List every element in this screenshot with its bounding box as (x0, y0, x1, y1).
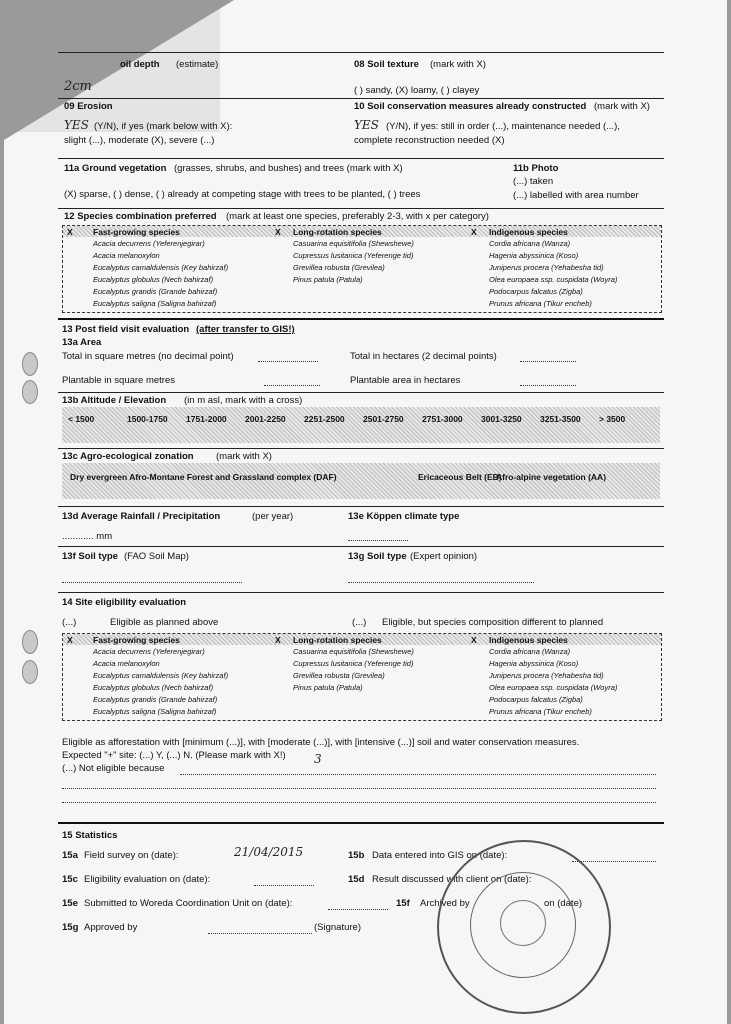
rainfall-unit[interactable]: ............ mm (62, 531, 113, 542)
x-mark: X (275, 227, 281, 237)
soil-depth-note: (estimate) (176, 59, 219, 70)
species-fast-item[interactable]: Eucalyptus globulus (Nech bahirzaf) (93, 683, 214, 692)
conservation-line1: (Y/N), if yes: still in order (...), maintenance needed (...), (386, 121, 620, 132)
not-eligible-blank[interactable] (180, 773, 656, 775)
altitude-range-option[interactable]: 3251-3500 (540, 414, 581, 424)
row-14 (58, 592, 664, 817)
erosion-title: 09 Erosion (64, 101, 113, 112)
aez-eb[interactable]: Ericaceous Belt (EB) (418, 472, 502, 482)
expert-soil-note: (Expert opinion) (410, 551, 478, 562)
eligibility-title: 14 Site eligibility evaluation (62, 597, 187, 608)
eligibility-opt1-label: Eligible as planned above (110, 617, 219, 628)
row-13c (58, 448, 664, 505)
x-mark: X (67, 227, 73, 237)
photo-opt1: (...) taken (513, 176, 554, 187)
row-13d (58, 506, 664, 547)
eligibility-hand: 3 (314, 752, 322, 766)
stat-d-label: 15d (348, 874, 365, 885)
species-fast-item[interactable]: Eucalyptus grandis (Grande bahirzaf) (93, 287, 218, 296)
area-pha: Plantable area in hectares (350, 375, 461, 386)
species-ind-item[interactable]: Olea europaea ssp. cuspidata (Woyra) (489, 275, 618, 284)
species-ind-item[interactable]: Juniperus procera (Yehabesha tid) (489, 671, 604, 680)
punch-hole (22, 630, 38, 654)
species-long-item[interactable]: Casuarina equisitifolia (Shewshewe) (293, 647, 414, 656)
species-fast-item[interactable]: Eucalyptus saligna (Saligna bahirzaf) (93, 299, 217, 308)
long-header: Long-rotation species (293, 635, 382, 645)
stat-b: Data entered into GIS on (date): (372, 850, 508, 861)
stat-e: Submitted to Woreda Coordination Unit on (date): (84, 898, 293, 909)
x-mark: X (471, 227, 477, 237)
koppen-title: 13e Köppen climate type (348, 511, 460, 522)
stat-g-blank[interactable] (208, 932, 312, 934)
koppen-blank[interactable] (348, 539, 408, 541)
aez-note: (mark with X) (216, 451, 272, 462)
row-vegetation (58, 158, 664, 209)
statistics-title: 15 Statistics (62, 830, 118, 841)
stat-c-blank[interactable] (254, 884, 314, 886)
ind-header: Indigenous species (489, 227, 568, 237)
not-eligible-blank[interactable] (62, 787, 656, 789)
stat-b-blank[interactable] (572, 860, 656, 862)
species-long-item[interactable]: Cupressus lusitanica (Yeferenge tid) (293, 659, 414, 668)
aez-aa[interactable]: Afro-alpine vegetation (AA) (496, 472, 607, 482)
soil-depth-value: 2cm (64, 79, 92, 94)
species-fast-item[interactable]: Eucalyptus camaldulensis (Key bahirzaf) (93, 671, 229, 680)
species-fast-item[interactable]: Acacia melanoxylon (93, 251, 160, 260)
species-ind-item[interactable]: Prunus africana (Tikur encheb) (489, 299, 592, 308)
eligibility-line2: Expected "+" site: (...) Y, (...) N. (Please mark with X!) (62, 750, 286, 761)
aez-daf[interactable]: Dry evergreen Afro-Montane Forest and Grassland complex (DAF) (70, 472, 337, 482)
stat-a-label: 15a (62, 850, 78, 861)
conservation-hand: YES (354, 118, 379, 132)
species-ind-item[interactable]: Hagenia abyssinica (Koso) (489, 251, 579, 260)
altitude-range-option[interactable]: > 3500 (599, 414, 626, 424)
species-ind-item[interactable]: Juniperus procera (Yehabesha tid) (489, 263, 604, 272)
species-ind-item[interactable]: Hagenia abyssinica (Koso) (489, 659, 579, 668)
stat-c: Eligibility evaluation on (date): (84, 874, 211, 885)
altitude-range-option[interactable]: 2751-3000 (422, 414, 463, 424)
expert-soil-title: 13g Soil type (348, 551, 407, 562)
stat-e-blank[interactable] (328, 908, 388, 910)
stat-b-label: 15b (348, 850, 365, 861)
species-ind-item[interactable]: Prunus africana (Tikur encheb) (489, 707, 592, 716)
fast-header: Fast-growing species (93, 227, 180, 237)
eligibility-opt2[interactable]: (...) (352, 617, 367, 628)
species-ind-item[interactable]: Cordia africana (Wanza) (489, 647, 571, 656)
aez-title: 13c Agro-ecological zonation (62, 451, 194, 462)
species-long-item[interactable]: Grevillea robusta (Grevilea) (293, 263, 385, 272)
species-fast-item[interactable]: Eucalyptus globulus (Nech bahirzaf) (93, 275, 214, 284)
species-long-item[interactable]: Casuarina equisitifolia (Shewshewe) (293, 239, 414, 248)
species-long-item[interactable]: Pinus patula (Patula) (293, 683, 363, 692)
soil-texture-title: 08 Soil texture (354, 59, 419, 70)
altitude-range-option[interactable]: 2001-2250 (245, 414, 286, 424)
area-ha: Total in hectares (2 decimal points) (350, 351, 497, 362)
altitude-range-option[interactable]: 1751-2000 (186, 414, 227, 424)
species-ind-item[interactable]: Podocarpus falcatus (Zigba) (489, 287, 583, 296)
stat-g-label: 15g (62, 922, 79, 933)
erosion-line2: slight (...), moderate (X), severe (...) (64, 135, 215, 146)
stat-g2: (Signature) (314, 922, 361, 933)
expert-soil-blank[interactable] (348, 581, 534, 583)
conservation-title: 10 Soil conservation measures already constructed (354, 101, 587, 112)
photo-title: 11b Photo (513, 163, 559, 174)
vegetation-title: 11a Ground vegetation (64, 163, 167, 174)
species-long-item[interactable]: Grevillea robusta (Grevilea) (293, 671, 385, 680)
punch-hole (22, 352, 38, 376)
photo-opt2: (...) labelled with area number (513, 190, 639, 201)
area-psqm-blank[interactable] (264, 384, 320, 386)
eligibility-line1: Eligible as afforestation with [minimum (...)], with [moderate (...)], with [intensive (...)] soil and water conservation measures. (62, 737, 580, 748)
altitude-range-option[interactable]: 3001-3250 (481, 414, 522, 424)
eligibility-opt2-label: Eligible, but species composition different to planned (382, 617, 604, 628)
conservation-note: (mark with X) (594, 101, 650, 112)
species-long-item[interactable]: Cupressus lusitanica (Yeferenge tid) (293, 251, 414, 260)
soil-depth-title: oil depth (120, 59, 160, 70)
stat-g: Approved by (84, 922, 138, 933)
stat-d: Result discussed with client on (date): (372, 874, 532, 885)
rainfall-note: (per year) (252, 511, 294, 522)
punch-hole (22, 380, 38, 404)
area-psqm: Plantable in square metres (62, 375, 176, 386)
x-mark: X (275, 635, 281, 645)
soil-texture-note: (mark with X) (430, 59, 486, 70)
erosion-line1: (Y/N), if yes (mark below with X): (94, 121, 233, 132)
row-species (58, 208, 664, 317)
stat-e-label: 15e (62, 898, 78, 909)
row-13a (58, 318, 664, 390)
species-fast-item[interactable]: Eucalyptus grandis (Grande bahirzaf) (93, 695, 218, 704)
species-fast-item[interactable]: Eucalyptus camaldulensis (Key bahirzaf) (93, 263, 229, 272)
species-ind-item[interactable]: Cordia africana (Wanza) (489, 239, 571, 248)
stat-f: Archived by (420, 898, 470, 909)
stat-c-label: 15c (62, 874, 78, 885)
area-sqm: Total in square metres (no decimal point) (62, 351, 234, 362)
fao-soil-note: (FAO Soil Map) (124, 551, 189, 562)
area-title: 13a Area (62, 337, 102, 348)
species-title: 12 Species combination preferred (64, 211, 217, 222)
s13-title: 13 Post field visit evaluation (62, 324, 190, 335)
s13-sub: (after transfer to GIS!) (196, 324, 295, 335)
punch-hole (22, 660, 38, 684)
row-13f (58, 546, 664, 589)
rainfall-title: 13d Average Rainfall / Precipitation (62, 511, 221, 522)
stat-f2: on (date) (544, 898, 583, 909)
altitude-title: 13b Altitude / Elevation (62, 395, 167, 406)
erosion-hand: YES (64, 118, 89, 132)
altitude-range-option[interactable]: < 1500 (68, 414, 95, 424)
stat-a: Field survey on (date): (84, 850, 179, 861)
x-mark: X (471, 635, 477, 645)
vegetation-note: (grasses, shrubs, and bushes) and trees (mark with X) (174, 163, 403, 174)
row-erosion (58, 98, 664, 159)
altitude-range-option[interactable]: 2251-2500 (304, 414, 345, 424)
species-note: (mark at least one species, preferably 2-3, with x per category) (226, 211, 489, 222)
area-pha-blank[interactable] (520, 384, 576, 386)
stat-f-label: 15f (396, 898, 410, 909)
species-fast-item[interactable]: Acacia decurrens (Yeferenjegirar) (93, 239, 205, 248)
altitude-range-option[interactable]: 1500-1750 (127, 414, 168, 424)
altitude-note: (in m asl, mark with a cross) (184, 395, 303, 406)
not-eligible-blank[interactable] (62, 801, 656, 803)
eligibility-species-table (62, 633, 662, 721)
area-sqm-blank[interactable] (258, 360, 318, 362)
species-ind-item[interactable]: Podocarpus falcatus (Zigba) (489, 695, 583, 704)
soil-texture-options: ( ) sandy, (X) loamy, ( ) clayey (354, 85, 480, 96)
long-header: Long-rotation species (293, 227, 382, 237)
eligibility-opt1[interactable]: (...) (62, 617, 77, 628)
eligibility-line3: (...) Not eligible because (62, 763, 165, 774)
row-13b (58, 392, 664, 449)
conservation-line2: complete reconstruction needed (X) (354, 135, 505, 146)
altitude-range-option[interactable]: 2501-2750 (363, 414, 404, 424)
fast-header: Fast-growing species (93, 635, 180, 645)
ind-header: Indigenous species (489, 635, 568, 645)
stat-a-hand: 21/04/2015 (234, 845, 304, 859)
species-fast-item[interactable]: Eucalyptus saligna (Saligna bahirzaf) (93, 707, 217, 716)
fao-soil-blank[interactable] (62, 581, 242, 583)
fao-soil-title: 13f Soil type (62, 551, 118, 562)
species-fast-item[interactable]: Acacia decurrens (Yeferenjegirar) (93, 647, 205, 656)
vegetation-options: (X) sparse, ( ) dense, ( ) already at competing stage with trees to be planted, ( ) trees (64, 189, 421, 200)
area-ha-blank[interactable] (520, 360, 576, 362)
species-long-item[interactable]: Pinus patula (Patula) (293, 275, 363, 284)
species-fast-item[interactable]: Acacia melanoxylon (93, 659, 160, 668)
species-ind-item[interactable]: Olea europaea ssp. cuspidata (Woyra) (489, 683, 618, 692)
x-mark: X (67, 635, 73, 645)
official-stamp-center (500, 900, 546, 946)
row-soil (58, 52, 664, 99)
species-table (62, 225, 662, 313)
